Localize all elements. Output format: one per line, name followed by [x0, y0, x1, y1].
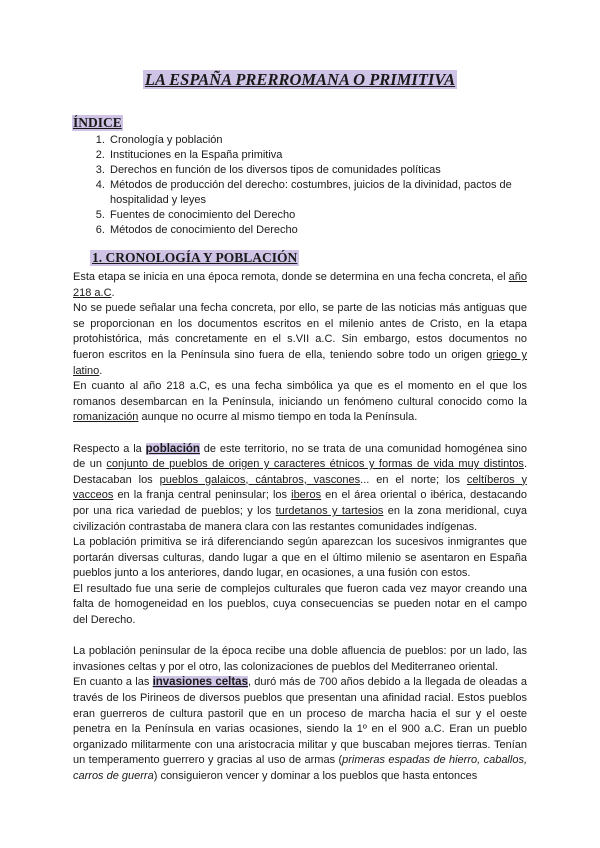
underlined-text: griego y latino	[73, 348, 527, 377]
document-title: LA ESPAÑA PRERROMANA O PRIMITIVA	[144, 70, 456, 89]
paragraph	[73, 442, 527, 536]
text-run: En cuanto a las	[73, 676, 153, 689]
text-run: ) consiguieron vencer y dominar a los pueblos que hasta entonces	[153, 770, 478, 782]
toc-item: 2. Instituciones en la España primitiva	[108, 148, 568, 163]
underlined-text: romanización	[73, 411, 139, 424]
index-heading: ÍNDICE	[73, 115, 122, 130]
paragraph: El resultado fue una serie de complejos culturales que fueron cada vez mayor creando una falta de homogeneidad en los pueblos, cuya consecuencias se pueden notar en el campo del Derecho.	[73, 582, 527, 627]
toc-item: 4. Métodos de producción del derecho: costumbres, juicios de la divinidad, pactos de hospitalidad y leyes	[108, 178, 568, 208]
underlined-text: turdetanos y tartesios	[275, 504, 384, 517]
underlined-text: conjunto de pueblos de origen y caracteres étnicos y formas de vida muy distintos	[106, 458, 524, 471]
section-heading: 1. CRONOLOGÍA Y POBLACIÓN	[92, 250, 298, 265]
underlined-text: pueblos galaicos, cántabros, vascones	[159, 473, 361, 486]
text-run: .	[99, 364, 103, 377]
paragraph: La población peninsular de la época recibe una doble afluencia de pueblos: por un lado, las invasiones celtas y por el otro, las colonizaciones de pueblos del Mediterraneo oriental.	[73, 645, 527, 673]
text-run: No se puede señalar una fecha concreta, por ello, se parte de las noticias más antiguas que se proporcionan en los documentos escritos en el milenio antes de Cristo, en la etapa protohistórica, más concretamente en el s.VII a.C. Sin embargo, estos documentos no fueron escritos en la Península sino fuera de ella, teniendo sobre todo un origen	[73, 302, 527, 361]
text-run: ... en el norte; los	[360, 473, 467, 486]
paragraph	[73, 379, 527, 426]
text-run: aunque no ocurre al mismo tiempo en toda la Península.	[138, 411, 418, 424]
highlighted-term: invasiones celtas	[152, 676, 248, 689]
document-title-wrapper	[0, 70, 600, 90]
text-run: de este territorio, no se trata de una comunidad homogénea sino de un	[73, 442, 528, 471]
italic-text: primeras espadas de hierro, caballos, carros de guerra	[73, 754, 527, 782]
underlined-text: celtíberos y vacceos	[73, 473, 528, 502]
toc-item: 3. Derechos en función de los diversos tipos de comunidades políticas	[108, 163, 568, 178]
paragraph	[73, 270, 527, 301]
underlined-text: año 218 a.C	[73, 271, 527, 299]
underlined-text: iberos	[291, 489, 322, 502]
text-run: Esta etapa se inicia en una época remota, donde se determina en una fecha concreta, el	[73, 271, 509, 283]
paragraph	[73, 675, 527, 784]
paragraph	[73, 301, 527, 379]
text-run: Respecto a la	[73, 442, 146, 455]
text-run: En cuanto al año 218 a.C, es una fecha simbólica ya que es el momento en el que los romanos desembarcan en la Península, iniciando un fenómeno cultural conocido como la	[73, 380, 527, 408]
text-run: en la zona meridional, cuya civilización contrastaba de manera clara con las restantes comunidades indígenas.	[73, 504, 527, 533]
text-run: en el área oriental o ibérica, destacando por una rica variedad de pueblos; y los	[73, 489, 527, 517]
toc-item: 6. Métodos de conocimiento del Derecho	[108, 223, 568, 238]
toc-item: 5. Fuentes de conocimiento del Derecho	[108, 208, 568, 223]
text-run: en la franja central peninsular; los	[113, 489, 292, 502]
document-body	[73, 270, 527, 785]
text-run: . Destacaban los	[73, 458, 527, 486]
text-run: , duró más de 700 años debido a la llegada de oleadas a través de los Pirineos de diversos pueblos que presentan una afinidad racial. Estos pueblos eran guerreros de cultura pastoril que en un proceso de marcha hacia el sur y el oeste penetra en la Península en varias ocasiones, siendo la 1º en el 900 a.C. Eran un pueblo organizado militarmente con una aristocracia militar y que buscaban mejores tierras. Tenían un temperamento guerrero y gracias al uso de armas (	[73, 676, 528, 767]
table-of-contents	[72, 133, 568, 238]
toc-item: 1. Cronología y población	[108, 133, 568, 148]
paragraph: La población primitiva se irá diferenciando según aparezcan los sucesivos inmigrantes que portarán diversas culturas, dando lugar a que en el último milenio se asentaron en España pueblos junto a los anteriores, dando lugar, en ocasiones, a una fusión con estos.	[73, 536, 527, 580]
text-run: .	[111, 286, 115, 299]
highlighted-term: población	[145, 442, 200, 455]
